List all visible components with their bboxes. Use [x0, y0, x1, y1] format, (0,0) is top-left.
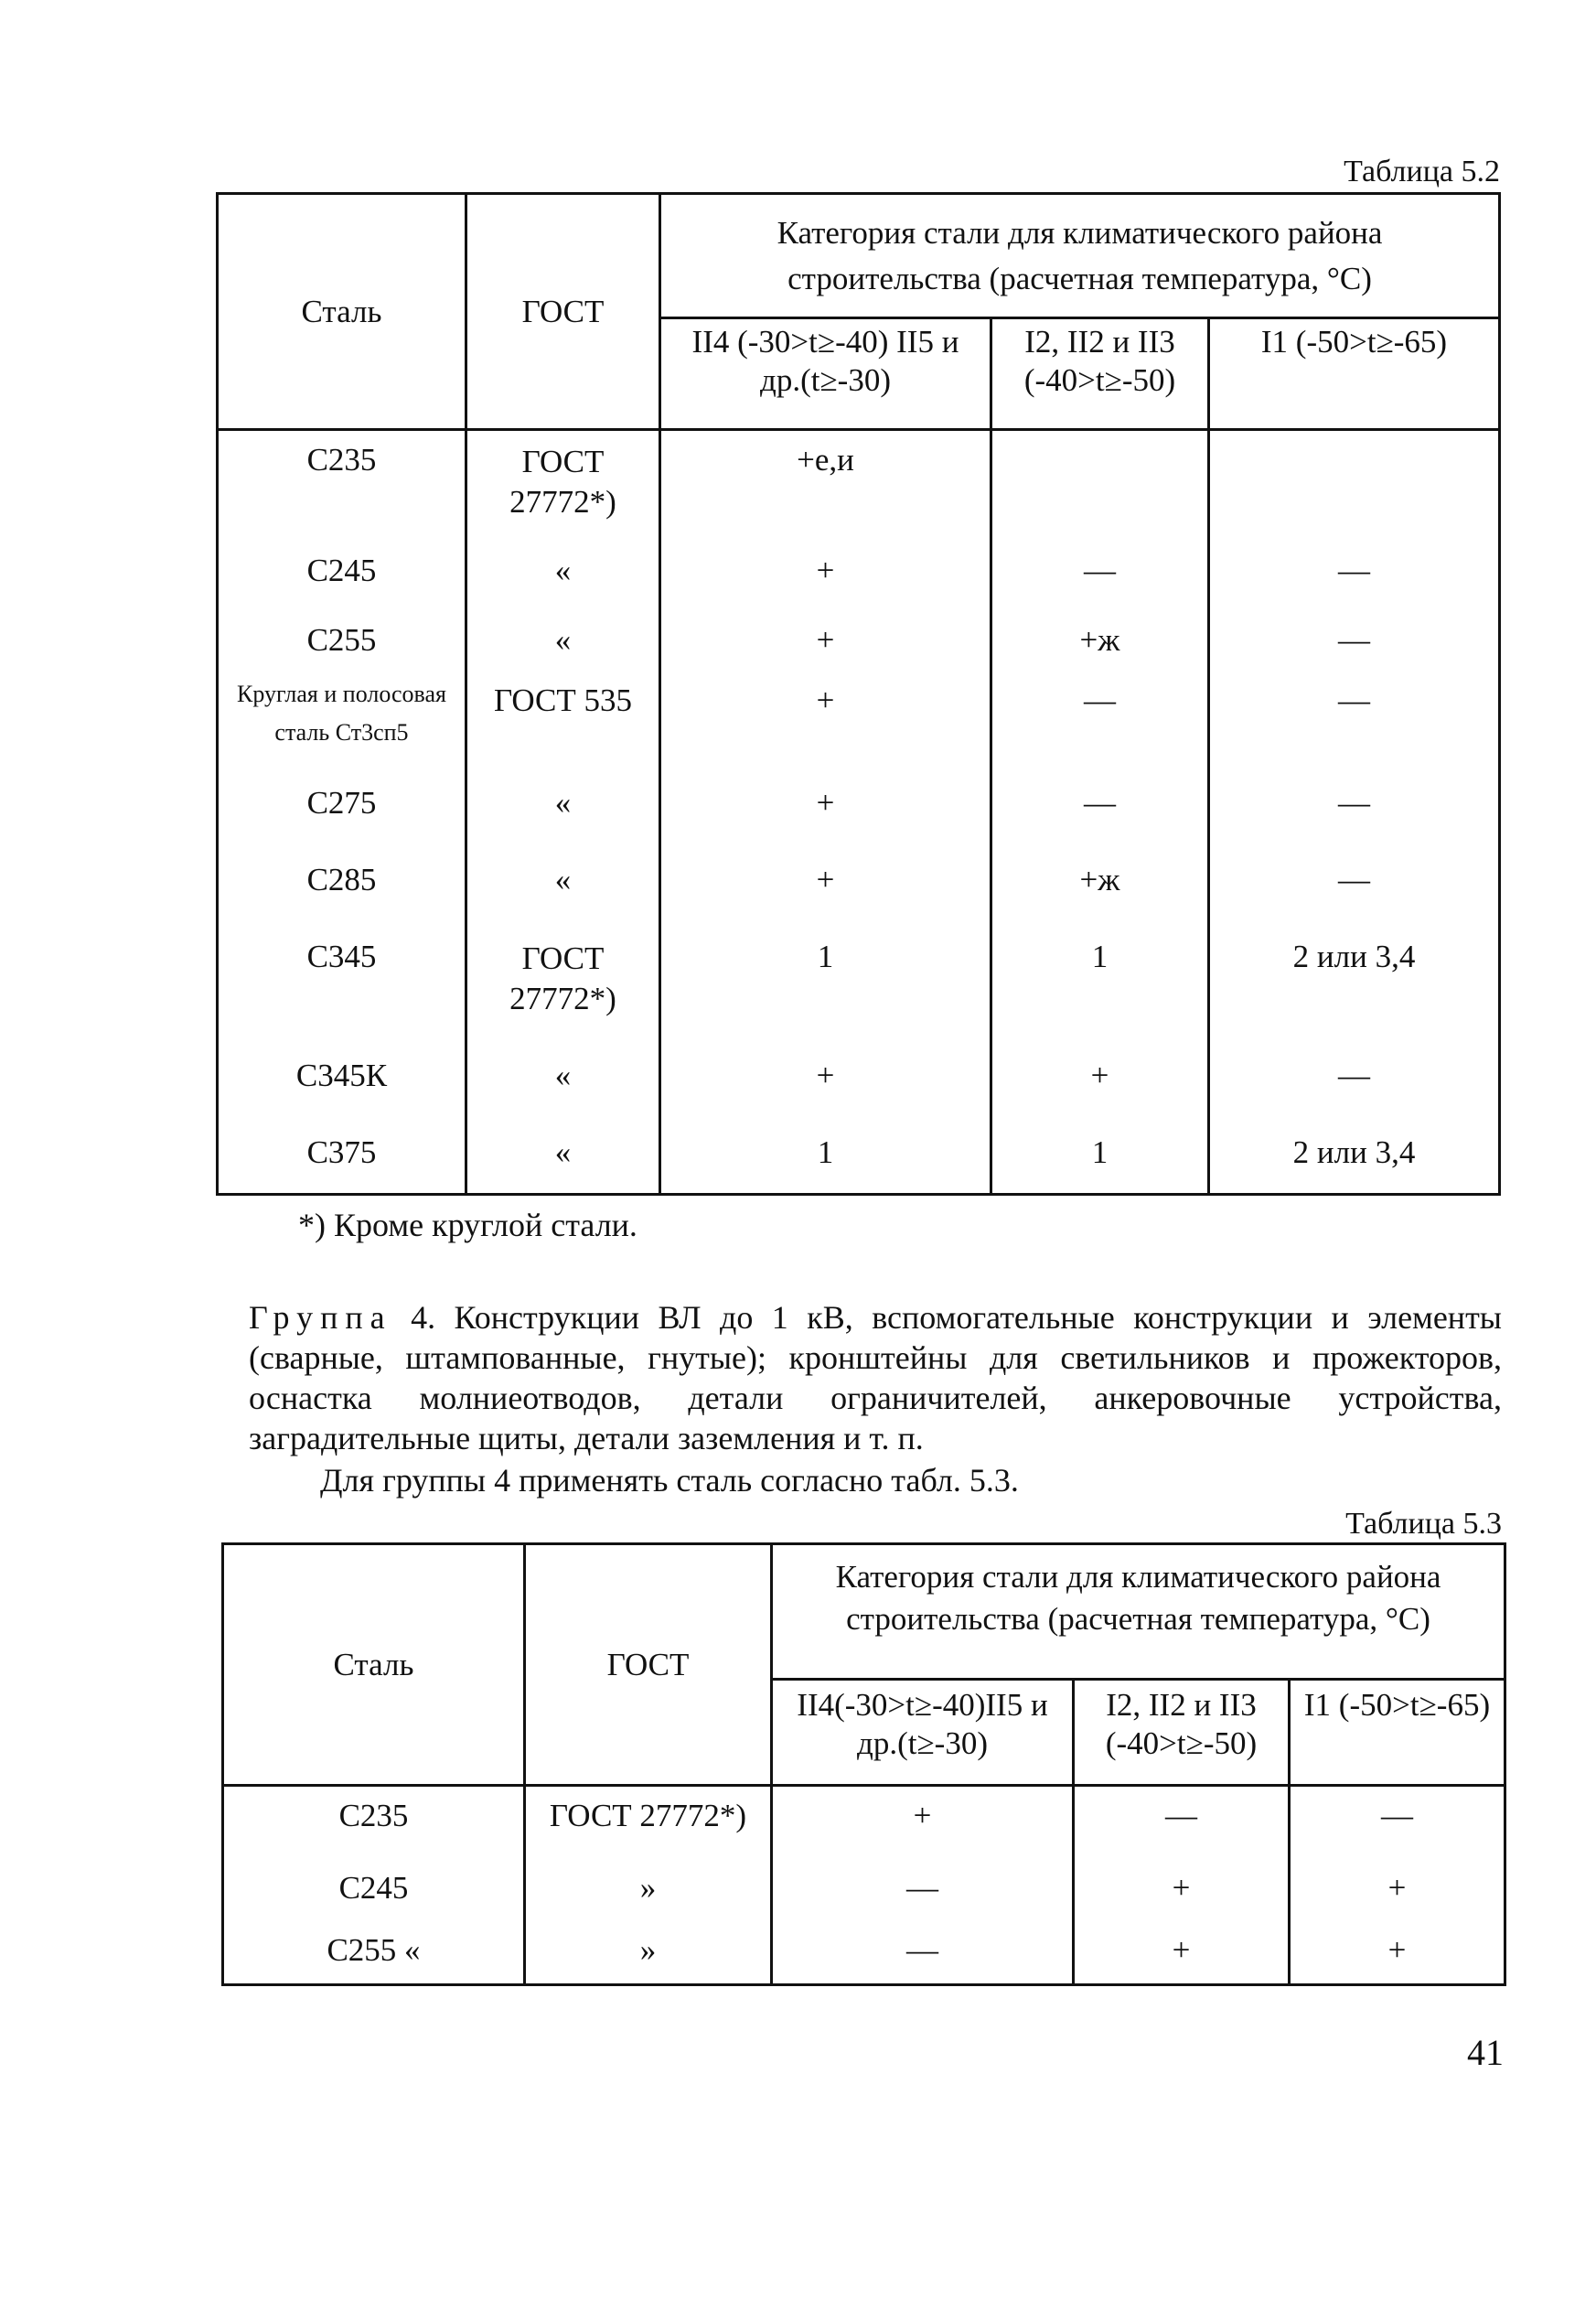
table-row — [223, 1921, 1505, 1985]
cell-c1: + — [660, 672, 991, 774]
cell-c1: +е,и — [660, 430, 991, 542]
cell-gost: » — [525, 1859, 772, 1921]
cell-c3: + — [1290, 1921, 1505, 1985]
cell-steel: С275 — [218, 774, 466, 851]
group-word: Группа — [249, 1299, 392, 1336]
cell-c3: — — [1209, 672, 1500, 774]
cell-steel: С245 — [218, 542, 466, 611]
cell-c3: — — [1209, 1047, 1500, 1123]
cell-c2: — — [1074, 1786, 1290, 1859]
cell-gost: « — [466, 1123, 660, 1195]
cell-c1: + — [660, 611, 991, 672]
cell-c2: + — [991, 1047, 1209, 1123]
group-4-paragraph — [249, 1297, 1502, 1458]
group-text: 4. Конструкции ВЛ до 1 кВ, вспомогательные конструкции и элементы (сварные, штампованные, гнутые); кронштейны для светильников и прожекторов, оснастка молниеотводов, детали ограничителей, анкеровочные устройства, заградительные щиты, детали заземления и т. п. — [249, 1299, 1502, 1456]
cell-c2: — — [991, 672, 1209, 774]
cell-gost: ГОСТ 27772*) — [525, 1786, 772, 1859]
cell-c1: + — [772, 1786, 1074, 1859]
header-col-2: I2, II2 и II3 (-40>t≥-50) — [991, 318, 1209, 430]
cell-c2 — [991, 430, 1209, 542]
cell-c2: 1 — [991, 928, 1209, 1047]
cell-steel: С345 — [218, 928, 466, 1047]
cell-gost: « — [466, 851, 660, 928]
cell-c2: + — [1074, 1921, 1290, 1985]
table-row — [223, 1859, 1505, 1921]
table-5-2 — [216, 192, 1501, 1196]
cell-c2: +ж — [991, 611, 1209, 672]
cell-c1: 1 — [660, 928, 991, 1047]
header-gost: ГОСТ — [525, 1544, 772, 1786]
cell-steel: С345К — [218, 1047, 466, 1123]
header-col-1: II4 (-30>t≥-40) II5 и др.(t≥-30) — [660, 318, 991, 430]
cell-gost: « — [466, 542, 660, 611]
cell-gost: ГОСТ 27772*) — [466, 928, 660, 1047]
header-col-1: II4(-30>t≥-40)II5 и др.(t≥-30) — [772, 1680, 1074, 1786]
cell-steel: С375 — [218, 1123, 466, 1195]
cell-gost: « — [466, 774, 660, 851]
table-5-3-caption: Таблица 5.3 — [1345, 1507, 1502, 1541]
cell-gost: « — [466, 611, 660, 672]
table-row — [218, 611, 1500, 672]
header-col-3: I1 (-50>t≥-65) — [1290, 1680, 1505, 1786]
header-gost: ГОСТ — [466, 194, 660, 430]
cell-c3: 2 или 3,4 — [1209, 928, 1500, 1047]
cell-c1: + — [660, 774, 991, 851]
cell-c2: 1 — [991, 1123, 1209, 1195]
table-5-2-caption: Таблица 5.2 — [1344, 155, 1500, 188]
cell-gost: ГОСТ 27772*) — [466, 430, 660, 542]
cell-steel: С255 — [218, 611, 466, 672]
cell-steel: С235 — [223, 1786, 525, 1859]
table-5-2-footnote: *) Кроме круглой стали. — [298, 1207, 637, 1243]
cell-c1: + — [660, 851, 991, 928]
table-row — [218, 1123, 1500, 1195]
cell-steel: С285 — [218, 851, 466, 928]
table-row — [223, 1786, 1505, 1859]
cell-gost: ГОСТ 535 — [466, 672, 660, 774]
cell-c1: — — [772, 1921, 1074, 1985]
table-row — [218, 430, 1500, 542]
cell-c1: + — [660, 542, 991, 611]
table-row — [218, 928, 1500, 1047]
cell-steel: С255 « — [223, 1921, 525, 1985]
header-steel: Сталь — [218, 194, 466, 430]
cell-c2: — — [991, 542, 1209, 611]
cell-c2: — — [991, 774, 1209, 851]
page-number: 41 — [1467, 2032, 1504, 2073]
table-row — [218, 774, 1500, 851]
cell-gost: » — [525, 1921, 772, 1985]
cell-c2: +ж — [991, 851, 1209, 928]
group-4-instruction: Для группы 4 применять сталь согласно табл. 5.3. — [320, 1462, 1019, 1499]
header-category: Категория стали для климатического района строительства (расчетная температура, °С) — [772, 1544, 1505, 1680]
cell-c1: — — [772, 1859, 1074, 1921]
cell-c3: — — [1209, 611, 1500, 672]
cell-c3: + — [1290, 1859, 1505, 1921]
header-col-3: I1 (-50>t≥-65) — [1209, 318, 1500, 430]
cell-c3: — — [1290, 1786, 1505, 1859]
cell-c3: — — [1209, 774, 1500, 851]
cell-c1: 1 — [660, 1123, 991, 1195]
cell-c2: + — [1074, 1859, 1290, 1921]
table-5-3 — [221, 1542, 1506, 1986]
cell-steel: С235 — [218, 430, 466, 542]
cell-c3 — [1209, 430, 1500, 542]
cell-c1: + — [660, 1047, 991, 1123]
cell-c3: — — [1209, 851, 1500, 928]
table-row — [218, 851, 1500, 928]
cell-c3: 2 или 3,4 — [1209, 1123, 1500, 1195]
cell-c3: — — [1209, 542, 1500, 611]
header-category: Категория стали для климатического района строительства (расчетная температура, °С) — [660, 194, 1500, 318]
header-steel: Сталь — [223, 1544, 525, 1786]
table-row — [218, 672, 1500, 774]
table-row — [218, 1047, 1500, 1123]
cell-steel: Круглая и полосовая сталь Ст3сп5 — [218, 672, 466, 774]
cell-gost: « — [466, 1047, 660, 1123]
cell-steel: С245 — [223, 1859, 525, 1921]
table-row — [218, 542, 1500, 611]
header-col-2: I2, II2 и II3 (-40>t≥-50) — [1074, 1680, 1290, 1786]
